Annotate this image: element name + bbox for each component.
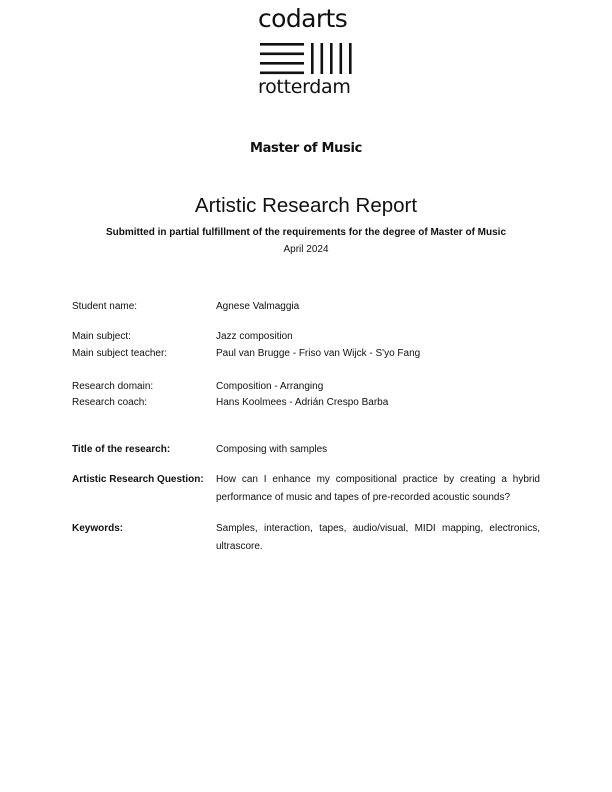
field-value: Hans Koolmees - Adrián Crespo Barba [216, 397, 389, 408]
field-value: How can I enhance my compositional practice by creating a hybrid performance of music and tapes of pre-recorded acoustic sounds? [216, 474, 540, 503]
field-value: Jazz composition [216, 331, 293, 342]
field-value: Composition - Arranging [216, 381, 324, 392]
field-label: Main subject teacher: [72, 348, 168, 359]
report-date: April 2024 [283, 244, 329, 255]
field-value: Agnese Valmaggia [216, 301, 300, 312]
field-value: Composing with samples [216, 444, 328, 455]
field-label: Research domain: [72, 381, 154, 392]
logo-wordmark-bottom: rotterdam [258, 76, 351, 98]
report-title: Artistic Research Report [194, 194, 418, 217]
field-label: Student name: [72, 301, 138, 312]
logo-wordmark-top: codarts [258, 4, 348, 33]
field-label: Main subject: [72, 331, 131, 342]
field-value: Samples, interaction, tapes, audio/visual, MIDI mapping, electronics, ultrascore. [216, 523, 540, 552]
report-subtitle: Submitted in partial fulfillment of the requirements for the degree of Master of Music [105, 227, 507, 238]
logo-lines-mark [260, 43, 354, 75]
field-label: Artistic Research Question: [72, 474, 204, 485]
field-label: Research coach: [72, 397, 148, 408]
field-label: Title of the research: [72, 444, 171, 455]
field-label: Keywords: [72, 523, 124, 534]
codarts-logo [258, 4, 358, 100]
field-value: Paul van Brugge - Friso van Wijck - S'yo Fang [216, 348, 421, 359]
program-name: Master of Music [249, 141, 363, 156]
